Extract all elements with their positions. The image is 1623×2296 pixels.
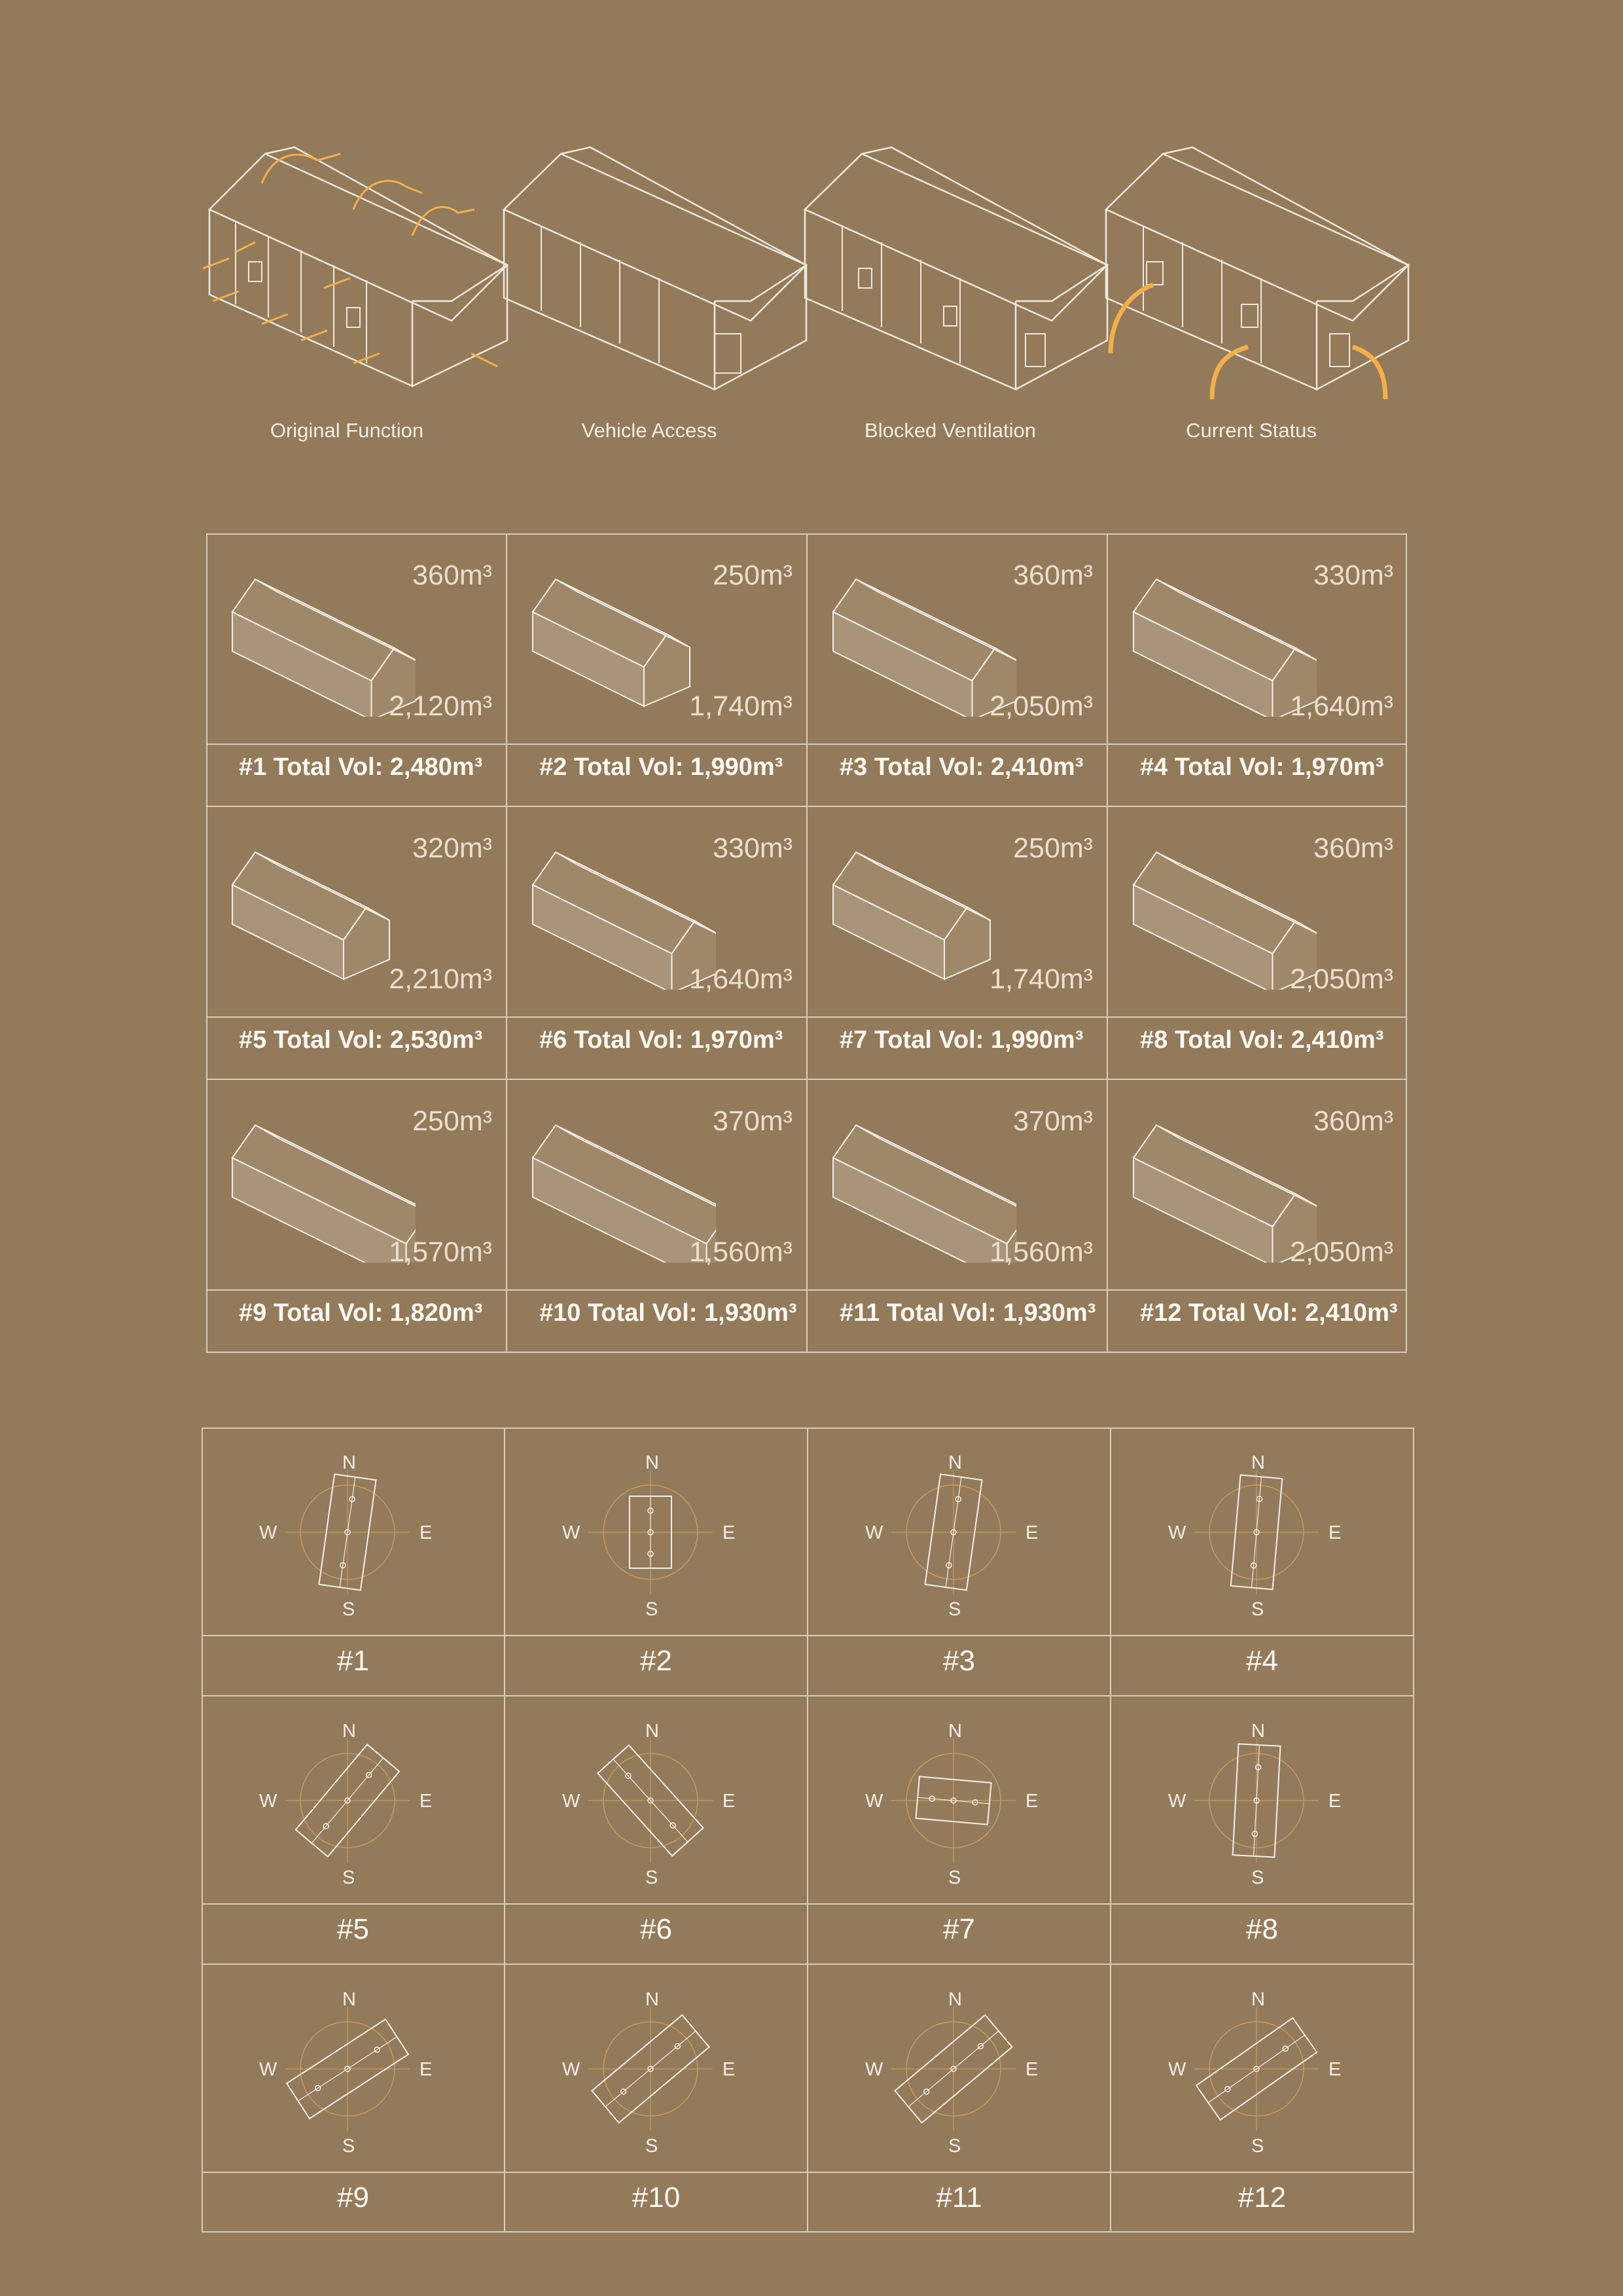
- compass-west: W: [259, 1522, 277, 1543]
- upper-volume: 250m³: [1013, 833, 1093, 864]
- orientation-label: #7: [943, 1913, 975, 1945]
- orientation-label: #12: [1238, 2181, 1287, 2214]
- volume-massing-10: [520, 1092, 716, 1263]
- volume-cell-8: [1107, 806, 1408, 1079]
- upper-volume: 360m³: [1313, 833, 1393, 864]
- lower-volume: 2,050m³: [1290, 1236, 1393, 1268]
- upper-volume: 330m³: [713, 833, 793, 864]
- compass-north: N: [948, 1721, 962, 1742]
- compass-south: S: [948, 1599, 961, 1620]
- upper-volume: 370m³: [713, 1105, 793, 1137]
- compass-north: N: [645, 1452, 659, 1473]
- orientation-cell-7: [808, 1696, 1111, 1964]
- lower-volume: 2,210m³: [389, 963, 492, 995]
- orientation-cell-1: [202, 1427, 505, 1696]
- volume-cell-11: [807, 1079, 1107, 1352]
- compass-south: S: [342, 2136, 355, 2157]
- total-volume-label: #4 Total Vol: 1,970m³: [1140, 753, 1384, 781]
- lower-volume: 1,740m³: [990, 963, 1093, 995]
- orientation-label: #2: [640, 1645, 672, 1677]
- compass-west: W: [865, 2059, 883, 2080]
- orientation-grid: [202, 1427, 1414, 2233]
- compass-west: W: [562, 1522, 580, 1543]
- volume-massing-5: [219, 819, 416, 990]
- total-volume-label: #7 Total Vol: 1,990m³: [840, 1026, 1084, 1054]
- compass-north: N: [645, 1989, 659, 2010]
- panel-caption-original-function: Original Function: [270, 419, 424, 442]
- building-function-panels: [196, 137, 1427, 465]
- compass-west: W: [1168, 1791, 1186, 1812]
- compass-south: S: [342, 1867, 355, 1888]
- volume-cell-12: [1107, 1079, 1408, 1352]
- upper-volume: 360m³: [1013, 560, 1093, 591]
- total-volume-label: #8 Total Vol: 2,410m³: [1140, 1026, 1384, 1054]
- orientation-cell-9: [202, 1964, 505, 2233]
- volume-cell-10: [507, 1079, 807, 1352]
- total-volume-label: #10 Total Vol: 1,930m³: [539, 1299, 797, 1327]
- volume-cell-9: [206, 1079, 507, 1352]
- upper-volume: 250m³: [713, 560, 793, 591]
- compass-west: W: [865, 1522, 883, 1543]
- orientation-cell-11: [808, 1964, 1111, 2233]
- orientation-label: #9: [337, 2181, 369, 2214]
- compass-east: E: [1329, 2059, 1342, 2080]
- total-volume-label: #12 Total Vol: 2,410m³: [1140, 1299, 1398, 1327]
- lower-volume: 1,560m³: [689, 1236, 793, 1268]
- barn-current-status: [1106, 147, 1408, 399]
- barn-original-function: [203, 147, 507, 386]
- volume-cell-7: [807, 806, 1107, 1079]
- orientation-label: #3: [943, 1645, 975, 1677]
- orientation-cell-4: [1111, 1427, 1414, 1696]
- orientation-label: #4: [1246, 1645, 1278, 1677]
- volume-cell-6: [507, 806, 807, 1079]
- compass-south: S: [1251, 2136, 1264, 2157]
- orientation-cell-10: [505, 1964, 808, 2233]
- compass-east: E: [722, 2059, 736, 2080]
- compass-west: W: [259, 1791, 277, 1812]
- total-volume-label: #2 Total Vol: 1,990m³: [539, 753, 783, 781]
- total-volume-label: #1 Total Vol: 2,480m³: [239, 753, 483, 781]
- upper-volume: 370m³: [1013, 1105, 1093, 1137]
- compass-east: E: [1329, 1791, 1342, 1812]
- orientation-label: #11: [936, 2181, 982, 2214]
- compass-north: N: [342, 1989, 356, 2010]
- compass-south: S: [645, 2136, 658, 2157]
- total-volume-label: #6 Total Vol: 1,970m³: [539, 1026, 783, 1054]
- volume-massing-11: [820, 1092, 1016, 1263]
- volume-massing-4: [1120, 547, 1317, 717]
- total-volume-label: #11 Total Vol: 1,930m³: [840, 1299, 1096, 1327]
- barn-blocked-ventilation: [805, 147, 1107, 389]
- lower-volume: 1,740m³: [689, 691, 793, 722]
- compass-west: W: [865, 1791, 883, 1812]
- volume-massing-6: [520, 819, 716, 990]
- volume-massing-1: [219, 547, 416, 717]
- compass-south: S: [948, 2136, 961, 2157]
- upper-volume: 250m³: [412, 1105, 492, 1137]
- lower-volume: 1,640m³: [1290, 691, 1393, 722]
- compass-north: N: [645, 1721, 659, 1742]
- compass-north: N: [1251, 1452, 1265, 1473]
- volume-massing-2: [520, 547, 716, 717]
- compass-east: E: [722, 1791, 736, 1812]
- orientation-label: #5: [337, 1913, 369, 1945]
- volume-cell-4: [1107, 533, 1408, 806]
- orientation-label: #10: [632, 2181, 681, 2214]
- compass-south: S: [645, 1599, 658, 1620]
- volume-grid: [206, 533, 1407, 1353]
- compass-south: S: [1251, 1867, 1264, 1888]
- compass-east: E: [1026, 2059, 1039, 2080]
- volume-massing-7: [820, 819, 1016, 990]
- orientation-cell-2: [505, 1427, 808, 1696]
- orientation-label: #6: [640, 1913, 672, 1945]
- volume-massing-9: [219, 1092, 416, 1263]
- compass-north: N: [948, 1452, 962, 1473]
- compass-north: N: [342, 1721, 356, 1742]
- compass-east: E: [1026, 1522, 1039, 1543]
- compass-east: E: [722, 1522, 736, 1543]
- compass-north: N: [1251, 1721, 1265, 1742]
- volume-massing-8: [1120, 819, 1317, 990]
- volume-cell-1: [206, 533, 507, 806]
- compass-east: E: [419, 1522, 433, 1543]
- volume-cell-5: [206, 806, 507, 1079]
- panel-caption-vehicle-access: Vehicle Access: [581, 419, 717, 442]
- panel-caption-blocked-ventilation: Blocked Ventilation: [865, 419, 1036, 442]
- total-volume-label: #3 Total Vol: 2,410m³: [840, 753, 1084, 781]
- orientation-cell-5: [202, 1696, 505, 1964]
- orientation-cell-12: [1111, 1964, 1414, 2233]
- lower-volume: 2,050m³: [990, 691, 1093, 722]
- lower-volume: 2,120m³: [389, 691, 492, 722]
- compass-east: E: [419, 2059, 433, 2080]
- lower-volume: 1,570m³: [389, 1236, 492, 1268]
- compass-south: S: [645, 1867, 658, 1888]
- compass-north: N: [948, 1989, 962, 2010]
- lower-volume: 1,640m³: [689, 963, 793, 995]
- upper-volume: 330m³: [1313, 560, 1393, 591]
- barn-illustrations: [196, 137, 1427, 412]
- volume-massing-3: [820, 547, 1016, 717]
- compass-west: W: [562, 2059, 580, 2080]
- volume-cell-3: [807, 533, 1107, 806]
- upper-volume: 320m³: [412, 833, 492, 864]
- compass-north: N: [1251, 1989, 1265, 2010]
- orientation-label: #1: [337, 1645, 369, 1677]
- compass-south: S: [342, 1599, 355, 1620]
- orientation-cell-8: [1111, 1696, 1414, 1964]
- lower-volume: 1,560m³: [990, 1236, 1093, 1268]
- compass-north: N: [342, 1452, 356, 1473]
- compass-south: S: [1251, 1599, 1264, 1620]
- volume-cell-2: [507, 533, 807, 806]
- compass-west: W: [1168, 2059, 1186, 2080]
- upper-volume: 360m³: [412, 560, 492, 591]
- orientation-label: #8: [1246, 1913, 1278, 1945]
- compass-west: W: [259, 2059, 277, 2080]
- volume-massing-12: [1120, 1092, 1317, 1263]
- compass-west: W: [1168, 1522, 1186, 1543]
- upper-volume: 360m³: [1313, 1105, 1393, 1137]
- orientation-cell-6: [505, 1696, 808, 1964]
- total-volume-label: #9 Total Vol: 1,820m³: [239, 1299, 483, 1327]
- total-volume-label: #5 Total Vol: 2,530m³: [239, 1026, 483, 1054]
- lower-volume: 2,050m³: [1290, 963, 1393, 995]
- orientation-cell-3: [808, 1427, 1111, 1696]
- compass-east: E: [419, 1791, 433, 1812]
- panel-caption-current-status: Current Status: [1186, 419, 1317, 442]
- compass-east: E: [1329, 1522, 1342, 1543]
- compass-west: W: [562, 1791, 580, 1812]
- barn-vehicle-access: [504, 147, 806, 389]
- compass-east: E: [1026, 1791, 1039, 1812]
- compass-south: S: [948, 1867, 961, 1888]
